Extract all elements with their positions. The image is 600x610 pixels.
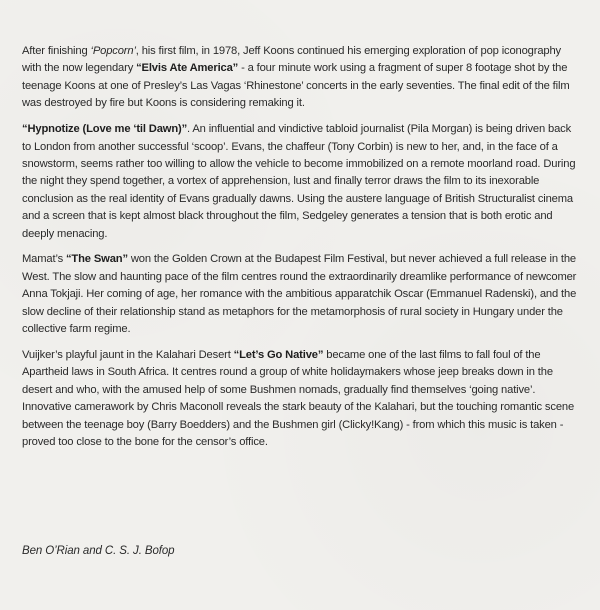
- text-segment: , his first film, in 1978, Jeff Koons continued his emerging exploration of pop iconography with the now legendary: [22, 45, 561, 75]
- film-title-popcorn: ‘Popcorn’: [90, 45, 136, 57]
- film-title-lets-go-native: “Let’s Go Native”: [233, 349, 324, 361]
- paragraph-elvis-ate-america: [22, 43, 582, 113]
- text-segment: After finishing: [22, 45, 91, 57]
- liner-notes-body: [22, 43, 582, 460]
- paragraph-hypnotize: [22, 121, 582, 243]
- text-segment: became one of the last films to fall foul of the Apartheid laws in South Africa. It centres round a group of white holidaymakers whose jeep breaks down in the desert and who, with the amused help of some Bushmen nomads, gradually find themselves ‘going native’. Innovative camerawork by Chris Maconoll reveals the stark beauty of the Kalahari, but the touching romantic scene between the teenage boy (Barry Boedders) and the Bushmen girl (Clicky!Kang) - from which this music is taken - proved too close to the bone for the censor’s office.: [22, 349, 575, 449]
- text-segment: won the Golden Crown at the Budapest Film Festival, but never achieved a full release in the West. The slow and haunting pace of the film centres round the extraordinarily dreamlike performance of newcomer Anna Tokjaji. Her coming of age, her romance with the ambitious apparatchik Oscar (Emmanuel Radenski), and the slow decline of their relationship stand as metaphors for the metamorphosis of rural society in Hungary under the collective farm regime.: [22, 253, 577, 336]
- film-title-elvis-ate-america: “Elvis Ate America”: [136, 62, 239, 75]
- film-title-the-swan: “The Swan”: [65, 253, 128, 266]
- text-segment: . An influential and vindictive tabloid journalist (Pila Morgan) is being driven back to London from another successful ‘scoop’. Evans, the chaffeur (Tony Corbin) is new to her, and, in the face of a snowstorm, seems rather too willing to allow the vehicle to become immobilized on a remote moorland road. During the night they spend together, a vortex of apprehension, lust and finally terror draws the film to its inexorable conclusion as the real identity of Evans gradually dawns. Using the austere language of British Structuralist cinema and a screen that is kept almost black throughout the film, Sedgeley generates a tension that is both erotic and deeply menacing.: [22, 123, 576, 240]
- paragraph-lets-go-native: [22, 347, 582, 451]
- text-segment: Mamat’s: [22, 253, 66, 266]
- author-signature: Ben O’Rian and C. S. J. Bofop: [22, 545, 175, 557]
- film-title-hypnotize: “Hypnotize (Love me ‘til Dawn)”: [22, 123, 188, 136]
- text-segment: - a four minute work using a fragment of super 8 footage shot by the teenage Koons at one of Presley’s Las Vagas ‘Rhinestone’ concerts in the early seventies. The final edit of the film was destroyed by fire but Koons is considering remaking it.: [22, 62, 570, 110]
- text-segment: Vuijker’s playful jaunt in the Kalahari Desert: [22, 349, 234, 361]
- paragraph-the-swan: [22, 251, 582, 338]
